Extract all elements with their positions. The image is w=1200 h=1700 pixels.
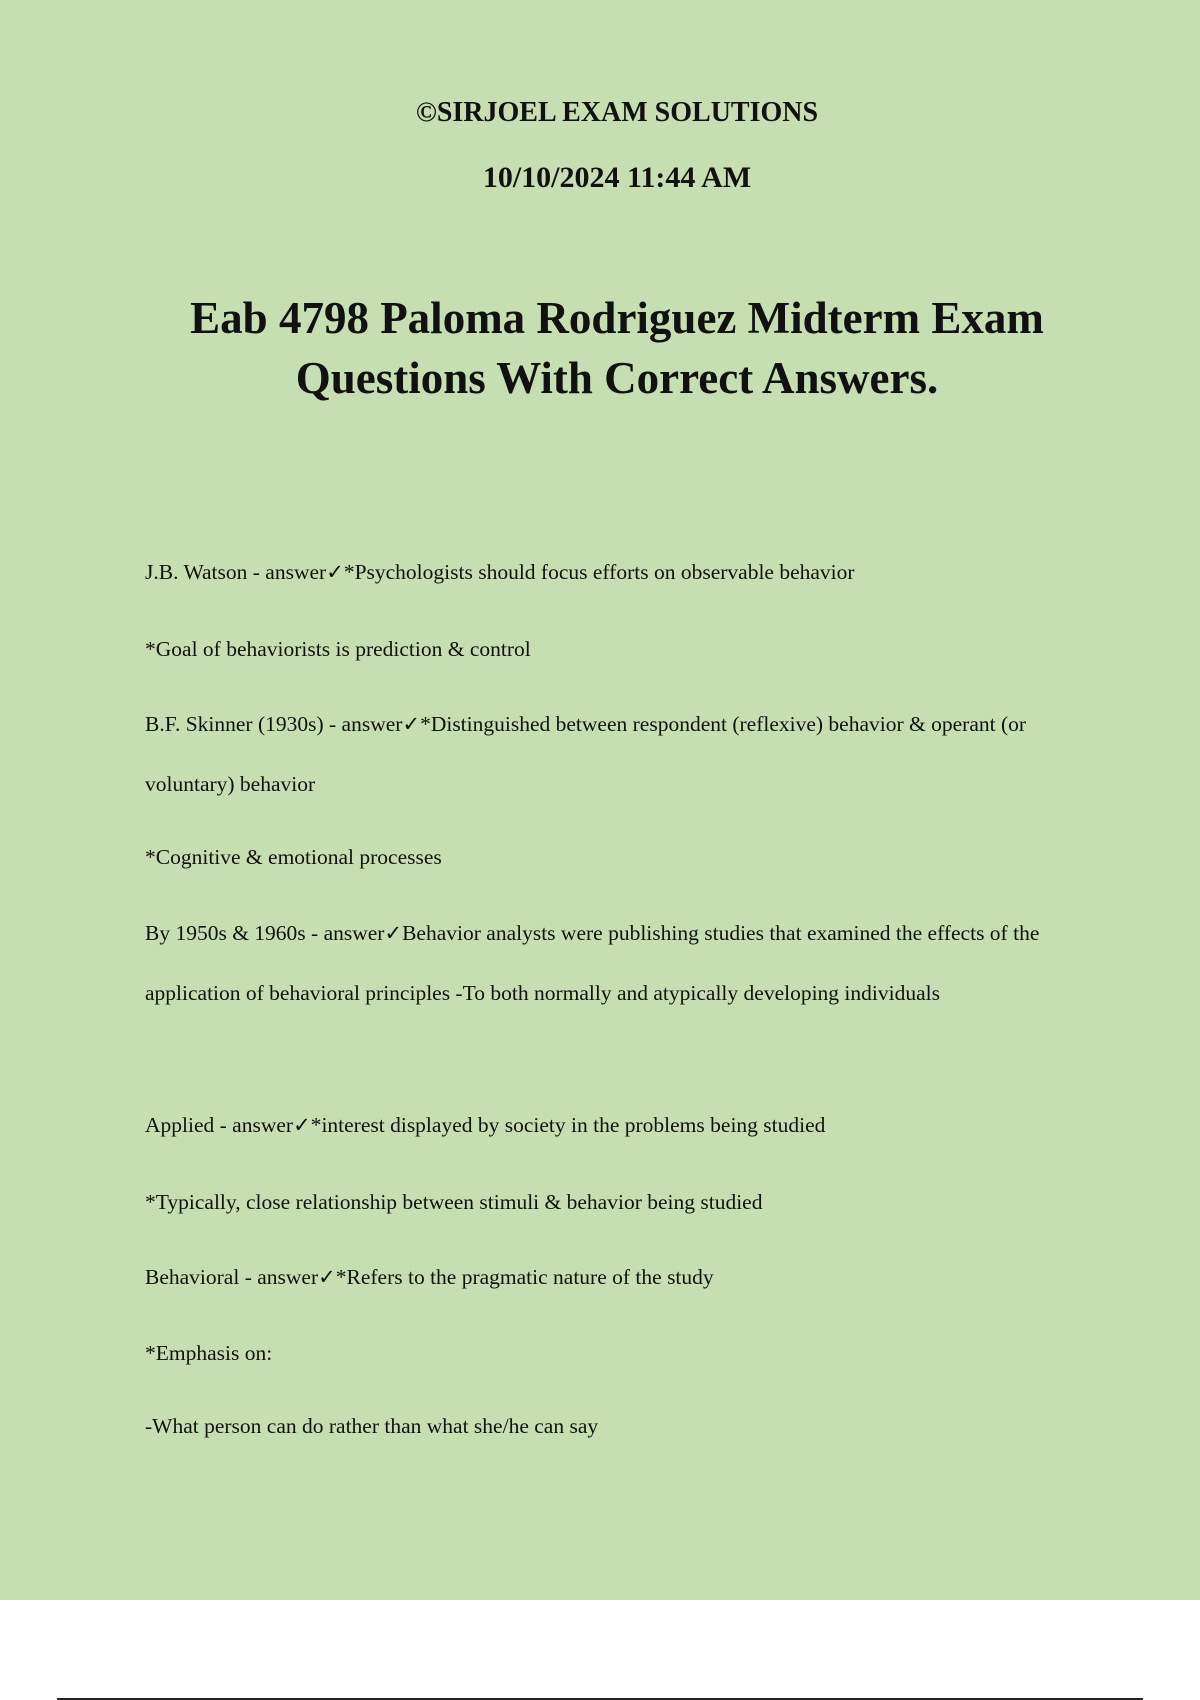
- qa-entry: [145, 1247, 1085, 1307]
- checkmark-icon: ✓: [402, 712, 421, 736]
- checkmark-icon: ✓: [293, 1113, 311, 1137]
- page-title: Eab 4798 Paloma Rodriguez Midterm Exam Questions With Correct Answers.: [190, 293, 1044, 403]
- qa-note: *Typically, close relationship between stimuli & behavior being studied: [145, 1190, 763, 1214]
- qa-term: J.B. Watson - answer: [145, 560, 327, 584]
- qa-answer: *Distinguished between respondent (reflexive) behavior & operant (or voluntary) behavior: [145, 712, 1027, 796]
- checkmark-icon: ✓: [318, 1265, 336, 1289]
- qa-term: Behavioral - answer: [145, 1265, 319, 1289]
- qa-answer: Behavior analysts were publishing studies that examined the effects of the application of behavioral principles -To both normally and atypically developing individuals: [145, 921, 1040, 1005]
- qa-term: By 1950s & 1960s - answer: [145, 921, 385, 945]
- qa-entry: [145, 542, 1085, 602]
- brand-header: ©SIRJOEL EXAM SOLUTIONS: [415, 97, 819, 128]
- qa-answer: *interest displayed by society in the problems being studied: [310, 1113, 826, 1137]
- qa-entry: [145, 694, 1085, 814]
- qa-note: *Goal of behaviorists is prediction & control: [145, 637, 531, 661]
- checkmark-icon: ✓: [384, 921, 403, 945]
- qa-note: -What person can do rather than what she/he can say: [145, 1414, 599, 1438]
- checkmark-icon: ✓: [326, 560, 344, 584]
- qa-term: B.F. Skinner (1930s) - answer: [145, 712, 403, 736]
- timestamp: 10/10/2024 11:44 AM: [482, 161, 752, 194]
- qa-entry: [145, 903, 1085, 1023]
- qa-answer: *Refers to the pragmatic nature of the study: [335, 1265, 714, 1289]
- qa-note: *Emphasis on:: [145, 1341, 273, 1365]
- qa-entry: [145, 1095, 1085, 1155]
- qa-term: Applied - answer: [145, 1113, 294, 1137]
- qa-answer: *Psychologists should focus efforts on observable behavior: [343, 560, 855, 584]
- qa-note: *Cognitive & emotional processes: [145, 845, 442, 869]
